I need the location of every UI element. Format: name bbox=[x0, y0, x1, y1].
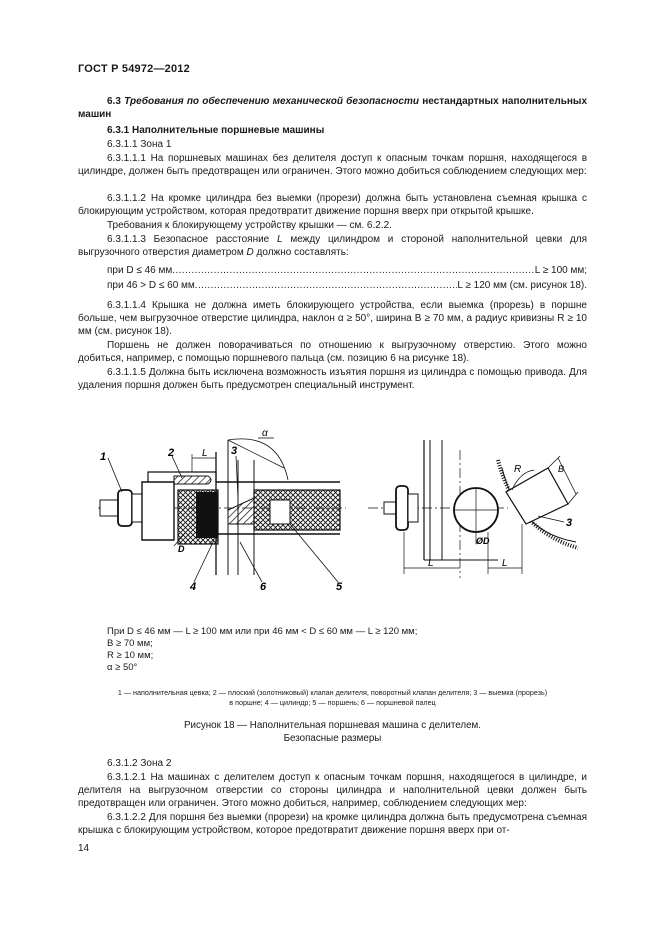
paragraph-piston-rotation: Поршень не должен поворачиваться по отношению к выгрузочному отверстию. Этого можно добиться, например, с помощью поршневого пальца (см. позицию 6 на рисунке 18). bbox=[78, 340, 587, 365]
label-6: 6 bbox=[260, 581, 267, 593]
figure-condition-4: α ≥ 50° bbox=[107, 662, 138, 673]
divider-block bbox=[142, 482, 174, 540]
label-L-right-1: L bbox=[428, 558, 434, 569]
paragraph-6-3-1-1-1: 6.3.1.1.1 На поршневых машинах без делителя доступ к опасным точкам поршня, находящегося в цилиндре, должен быть предотвращен или ограничен. Этого можно добиться соблюдением следующих мер: bbox=[78, 153, 587, 178]
label-2: 2 bbox=[168, 447, 175, 459]
condition-line-1: при D ≤ 46 мм ..... L ≥ 100 мм; bbox=[107, 265, 587, 276]
figure-caption-line-2: Безопасные размеры bbox=[283, 733, 382, 744]
right-view bbox=[368, 440, 578, 578]
left-view bbox=[98, 428, 346, 593]
section-6-3-1-2-heading: 6.3.1.2 Зона 2 bbox=[107, 758, 172, 769]
section-6-3-heading: 6.3 Требования по обеспечению механической безопасности нестандартных наполнительных машин bbox=[78, 96, 588, 121]
figure-18-drawing bbox=[78, 420, 588, 610]
nozzle-shaft bbox=[100, 500, 118, 516]
figure-legend-line-2: в поршне; 4 — цилиндр; 5 — поршень; 6 — поршневой палец bbox=[229, 698, 436, 707]
figure-condition-3: R ≥ 10 мм; bbox=[107, 650, 154, 661]
paragraph-6-3-1-1-5: 6.3.1.1.5 Должна быть исключена возможность изъятия поршня из цилиндра с помощью привода. Для удаления поршня должен быть предусмотрен специальный инструмент. bbox=[78, 367, 587, 392]
section-6-3-1-heading: 6.3.1 Наполнительные поршневые машины bbox=[107, 125, 325, 136]
paragraph-6-3-1-1-2: 6.3.1.1.2 На кромке цилиндра без выемки (прорези) должна быть установлена съемная крышка с блокирующим устройством, которая предотвратит движение поршня вверх при открытой крышке. bbox=[78, 193, 587, 218]
flat-valve bbox=[174, 476, 211, 484]
section-6-3-1-1-heading: 6.3.1.1 Зона 1 bbox=[107, 139, 172, 150]
piston-slot bbox=[228, 498, 254, 524]
paragraph-6-3-1-1-4: 6.3.1.1.4 Крышка не должна иметь блокирующего устройства, если выемка (прорезь) в поршне больше, чем выгрузочное отверстие цилиндра, наклон α ≥ 50°, ширина B ≥ 70 мм, а радиус кривизны R ≥ 10 мм (см. рисунок 18). bbox=[78, 300, 587, 338]
paragraph-6-3-1-1-3: 6.3.1.1.3 Безопасное расстояние L между цилиндром и стороной наполнительной цевки для выгрузочного отверстия диаметром D должно составлять: bbox=[78, 234, 587, 259]
paragraph-6-3-1-2-2: 6.3.1.2.2 Для поршня без выемки (прорези) на кромке цилиндра должна быть предусмотрена съемная крышка с блокирующим устройством, которое предотвратит движение поршня вверх при от- bbox=[78, 812, 587, 837]
label-5: 5 bbox=[336, 581, 343, 593]
label-L-right-2: L bbox=[502, 558, 508, 569]
piston bbox=[254, 490, 340, 530]
document-header: ГОСТ Р 54972—2012 bbox=[78, 63, 190, 75]
condition-line-2: при 46 > D ≤ 60 мм ..... L ≥ 120 мм (см. рисунок 18). bbox=[107, 280, 587, 291]
paragraph-lock-requirements: Требования к блокирующему устройству крышки — см. 6.2.2. bbox=[107, 220, 392, 231]
label-R: R bbox=[514, 464, 522, 475]
figure-condition-1: При D ≤ 46 мм — L ≥ 100 мм или при 46 мм < D ≤ 60 мм — L ≥ 120 мм; bbox=[107, 626, 418, 637]
nozzle-body bbox=[118, 490, 132, 526]
label-B: B bbox=[558, 464, 565, 474]
paragraph-6-3-1-2-1: 6.3.1.2.1 На машинах с делителем доступ к опасным точкам поршня, находящегося в цилиндре, и делителя на выгрузочном отверстии со стороны цилиндра и наполнительной цевки должен быть предотвращен или ограничен. Этого можно добиться, например, соблюдением следующих мер: bbox=[78, 772, 587, 810]
label-L-left: L bbox=[202, 448, 208, 459]
label-D: D bbox=[178, 544, 185, 554]
figure-legend-line-1: 1 — наполнительная цевка; 2 — плоский (золотниковый) клапан делителя, поворотный клапан делителя; 3 — выемка (прорезь) bbox=[117, 688, 548, 697]
label-diameter-D: ØD bbox=[476, 536, 490, 546]
page-number: 14 bbox=[78, 843, 90, 854]
figure-caption-line-1: Рисунок 18 — Наполнительная поршневая машина с делителем. bbox=[183, 720, 482, 731]
label-4: 4 bbox=[190, 581, 197, 593]
label-1: 1 bbox=[100, 451, 107, 463]
label-3-right: 3 bbox=[566, 517, 573, 529]
figure-condition-2: B ≥ 70 мм; bbox=[107, 638, 153, 649]
label-alpha: α bbox=[262, 428, 268, 439]
nozzle-neck bbox=[132, 494, 142, 522]
label-3: 3 bbox=[231, 445, 238, 457]
